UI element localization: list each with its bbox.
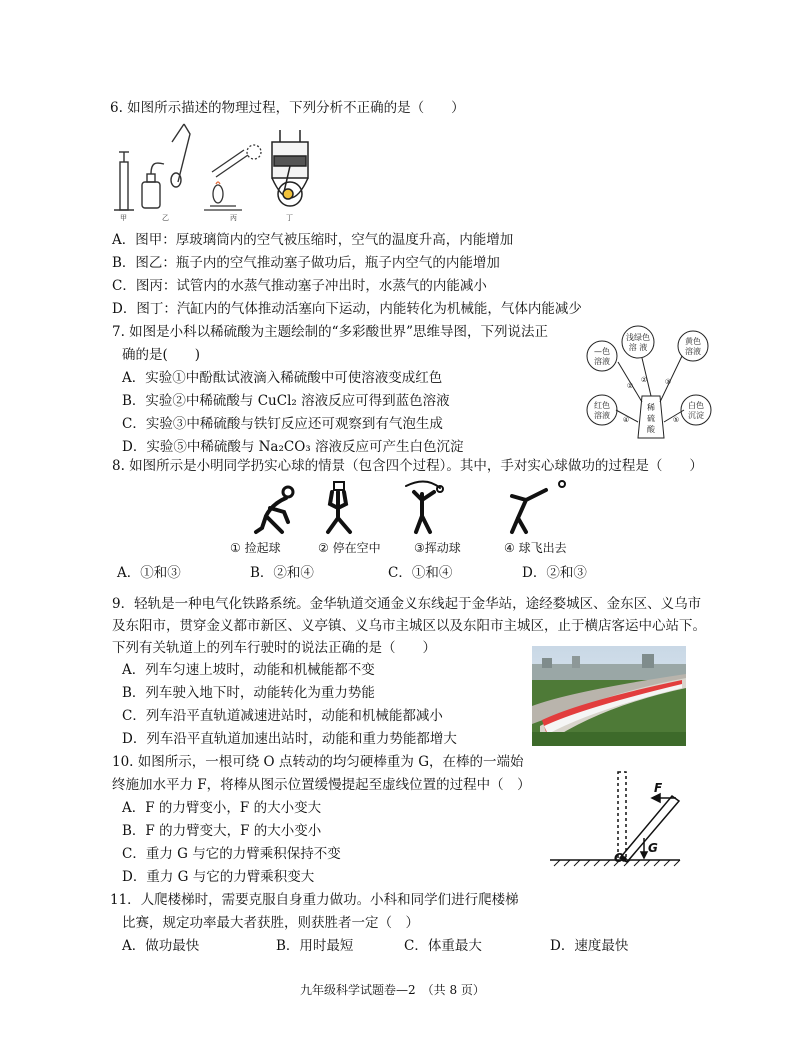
- q8-stem: 8. 如图所示是小明同学扔实心球的情景（包含四个过程）。其中，手对实心球做功的过程是（ ）: [112, 458, 703, 474]
- q9-option-a: A．列车匀速上坡时，动能和机械能都不变: [122, 662, 375, 678]
- q7-center-1: 稀: [647, 403, 655, 412]
- q8-figure-1: [256, 487, 293, 532]
- q7-num-1: ①: [626, 382, 634, 390]
- q9-stem-line2: 及东阳市，贯穿金义都市新区、义亭镇、义乌市主城区以及东阳市主城区，止于横店客运中心站下。: [112, 618, 706, 634]
- q7-num-3: ③: [664, 378, 672, 386]
- q8-caption-1: ① 捡起球: [230, 541, 281, 555]
- q7-num-4: ④: [622, 416, 630, 424]
- q11-option-a: A．做功最快: [122, 938, 200, 954]
- q7-node2-line2: 溶 液: [628, 343, 648, 352]
- q7-node4-line1: 红色: [594, 401, 610, 410]
- q8-option-a: [117, 563, 181, 583]
- q6-option-d: D．图丁：汽缸内的气体推动活塞向下运动，内能转化为机械能，气体内能减少: [112, 301, 582, 317]
- q9-stem-line1: 9．轻轨是一种电气化铁路系统。金华轨道交通金义东线起于金华站，途经婺城区、金东区、义乌市: [112, 596, 702, 612]
- q7-node5-line2: 沉淀: [688, 411, 704, 420]
- q7-center-2: 硫: [647, 414, 655, 423]
- q6-option-a: A．图甲：厚玻璃筒内的空气被压缩时，空气的温度升高，内能增加: [112, 232, 514, 248]
- q8-caption-2: ② 停在空中: [318, 541, 381, 555]
- q6-label-yi: 乙: [162, 214, 169, 222]
- q6-option-b: B．图乙：瓶子内的空气推动塞子做功后，瓶子内空气的内能增加: [112, 255, 500, 271]
- q6-label-bing: 丙: [230, 214, 237, 222]
- q7-option-b: B．实验②中稀硫酸与 CuCl₂ 溶液反应可得到蓝色溶液: [122, 393, 450, 409]
- q7-stem-line2: 确的是( ): [122, 347, 201, 363]
- q6-fig-bing: [204, 145, 261, 210]
- q7-stem-line1: 7. 如图是小科以稀硫酸为主题绘制的“多彩酸世界”思维导图，下列说法正: [112, 324, 548, 340]
- q6-label-ding: 丁: [286, 214, 293, 222]
- q10-option-d: D．重力 G 与它的力臂乘积变大: [122, 869, 315, 885]
- q7-option-d: D．实验⑤中稀硫酸与 Na₂CO₃ 溶液反应可产生白色沉淀: [122, 439, 464, 455]
- q10-stem-line2: 终施加水平力 F，将棒从图示位置缓慢提起至虚线位置的过程中（ ）: [112, 777, 531, 793]
- q9-train-photo: [532, 646, 686, 746]
- q8-figure: [226, 478, 596, 558]
- q11-option-c: C．体重最大: [404, 938, 482, 954]
- q11-option-b: B．用时最短: [276, 938, 354, 954]
- q10-label-o: O: [614, 851, 625, 865]
- q8-option-c-letter: C．: [388, 565, 412, 581]
- q10-stem-line1: 10. 如图所示，一根可绕 O 点转动的均匀硬棒重为 G，在棒的一端始: [112, 754, 524, 770]
- q6-stem: 6. 如图所示描述的物理过程，下列分析不正确的是（ ）: [110, 100, 465, 116]
- q10-option-a: A．F 的力臂变小，F 的大小变大: [122, 800, 322, 816]
- q6-label-jia: 甲: [120, 214, 127, 222]
- q8-option-d-text: ②和③: [546, 565, 587, 581]
- q8-caption-3: ③挥动球: [414, 541, 461, 555]
- q8-option-b-text: ②和④: [273, 565, 314, 581]
- q6-fig-yi: [142, 163, 164, 208]
- q9-option-c: C．列车沿平直轨道减速进站时，动能和机械能都减小: [122, 708, 443, 724]
- q8-caption-4: ④ 球飞出去: [504, 541, 567, 555]
- q8-option-b-letter: B．: [250, 565, 274, 581]
- q6-option-c: C．图丙：试管内的水蒸气推动塞子冲出时，水蒸气的内能减小: [112, 278, 487, 294]
- q10-label-g: G: [648, 841, 658, 855]
- q6-fig-jia: [114, 152, 134, 210]
- q7-node1-line1: —色: [594, 347, 610, 356]
- q8-option-d: [522, 563, 587, 583]
- q8-figure-4: [512, 481, 565, 532]
- q8-option-d-letter: D．: [522, 565, 547, 581]
- q7-node5-line1: 白色: [688, 401, 704, 410]
- q10-label-f: F: [654, 781, 663, 795]
- q8-option-c: [388, 563, 452, 583]
- q7-node4-line2: 溶液: [594, 411, 610, 420]
- q9-stem-line3: 下列有关轨道上的列车行驶时的说法正确的是（ ）: [112, 640, 436, 656]
- q10-option-b: B．F 的力臂变大，F 的大小变小: [122, 823, 322, 839]
- q7-node2-line1: 浅绿色: [626, 333, 650, 342]
- q9-option-d: D．列车沿平直轨道加速出站时，动能和重力势能都增大: [122, 731, 457, 747]
- q11-stem-line2: 比赛，规定功率最大者获胜，则获胜者一定（ ）: [122, 915, 419, 931]
- q7-center-3: 酸: [647, 425, 655, 434]
- q8-option-b: [250, 563, 314, 583]
- q8-option-a-letter: A．: [117, 565, 141, 581]
- q10-lever-figure: [546, 768, 686, 872]
- q8-option-a-text: ①和③: [140, 565, 181, 581]
- q9-option-b: B．列车驶入地下时，动能转化为重力势能: [122, 685, 375, 701]
- q8-figure-3: [406, 481, 443, 532]
- q7-num-2: ②: [640, 376, 648, 384]
- q10-option-c: C．重力 G 与它的力臂乘积保持不变: [122, 846, 341, 862]
- q6-fig-ding: [272, 130, 308, 206]
- q8-figure-2: [328, 482, 350, 532]
- q7-mind-map: [580, 322, 720, 446]
- q11-stem-line1: 11．人爬楼梯时，需要克服自身重力做功。小科和同学们进行爬楼梯: [110, 892, 519, 908]
- q7-option-a: A．实验①中酚酞试液滴入稀硫酸中可使溶液变成红色: [122, 370, 443, 386]
- q8-option-c-text: ①和④: [411, 565, 453, 581]
- q11-option-d: D．速度最快: [550, 938, 629, 954]
- page-footer: 九年级科学试题卷—2 （共 8 页）: [300, 983, 485, 997]
- q6-figure: [112, 122, 322, 222]
- q7-node3-line1: 黄色: [685, 337, 701, 346]
- q7-node1-line2: 溶液: [594, 357, 610, 366]
- q7-num-5: ⑤: [672, 416, 680, 424]
- q7-node3-line2: 溶液: [685, 347, 701, 356]
- q7-option-c: C．实验③中稀硫酸与铁钉反应还可观察到有气泡生成: [122, 416, 443, 432]
